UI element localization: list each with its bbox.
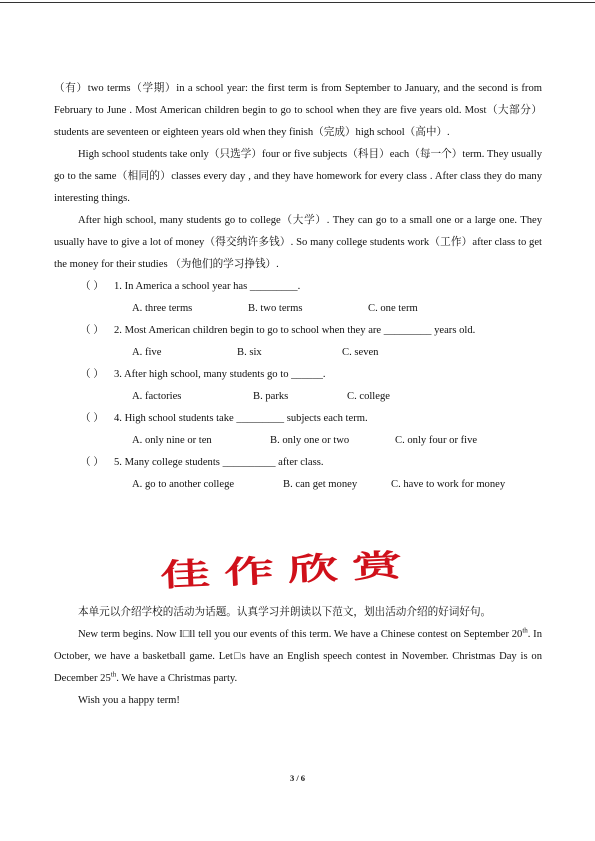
option-b: B. only one or two [270,435,350,446]
question-text: 5. Many college students __________ after class. [114,457,324,468]
option-c: C. seven [342,347,379,358]
answer-bracket: （ ） [80,325,104,336]
answer-bracket: （ ） [80,413,104,424]
sample-text-a: New term begins. Now I□ll tell you our events of this term. We have a Chinese contest on September 20 [78,629,523,640]
banner-text: 佳作欣赏 [159,545,417,594]
option-a: A. go to another college [132,479,235,490]
question-text: 1. In America a school year has _________. [114,281,301,292]
question-1-options [54,298,542,320]
answer-bracket: （ ） [80,281,104,292]
question-4 [54,408,542,430]
question-3-options [54,386,542,408]
reading-paragraph-2: High school students take only（只选学）four or five subjects（科目）each（每一个）term. They usually go to the same（相同的）classes every day , and they have homework for every class . After class they do many interesting things. [54,149,542,204]
option-b: B. can get money [283,479,358,490]
option-c: C. college [347,391,390,402]
option-b: B. two terms [248,303,303,314]
option-b: B. six [237,347,262,358]
sample-text-b: . In October, we have a basketball game. Let□s have an English speech contest in November. Christmas Day is on December 25 [54,629,543,684]
sample-text-c: . We have a Christmas party. [116,673,238,684]
option-a: A. only nine or ten [132,435,212,446]
answer-bracket: （ ） [80,369,104,380]
option-c: C. have to work for money [391,479,506,490]
question-list [54,276,542,496]
question-text: 3. After high school, many students go to ______. [114,369,326,380]
ordinal-suffix: th [110,670,117,679]
option-c: C. only four or five [395,435,478,446]
reading-paragraph-1: （有）two terms（学期）in a school year: the first term is from September to January, and the second is from February to June . Most American children begin to go to school when they are five years old. Most（大部分）students are seventeen or eighteen years old when they finish（完成）high school（高中）. [54,83,542,138]
page-number: 3 / 6 [289,773,306,783]
sample-paragraph [54,624,542,690]
question-5-options [54,474,542,496]
question-4-options [54,430,542,452]
question-2 [54,320,542,342]
question-2-options [54,342,542,364]
option-b: B. parks [253,391,289,402]
question-3 [54,364,542,386]
question-5 [54,452,542,474]
option-a: A. three terms [132,303,193,314]
top-rule [0,2,595,3]
option-c: C. one term [368,303,418,314]
sample-closing: Wish you a happy term! [78,695,180,706]
answer-bracket: （ ） [80,457,104,468]
reading-paragraph-3: After high school, many students go to college（大学）. They can go to a small one or a large one. They usually have to give a lot of money（得交纳许多钱）. So many college students work（工作）after class to get the money for their studies （为他们的学习挣钱）. [54,215,542,270]
banner-title [78,540,498,596]
sample-intro: 本单元以介绍学校的活动为话题。认真学习并朗读以下范文，划出活动介绍的好词好句。 [78,607,492,618]
question-text: 2. Most American children begin to go to school when they are _________ years old. [114,325,476,336]
question-1 [54,276,542,298]
question-text: 4. High school students take _________ subjects each term. [114,413,368,424]
sample-essay-section [54,602,542,712]
reading-section [54,78,542,496]
ordinal-suffix: th [522,626,528,635]
option-a: A. five [132,347,162,358]
option-a: A. factories [132,391,182,402]
